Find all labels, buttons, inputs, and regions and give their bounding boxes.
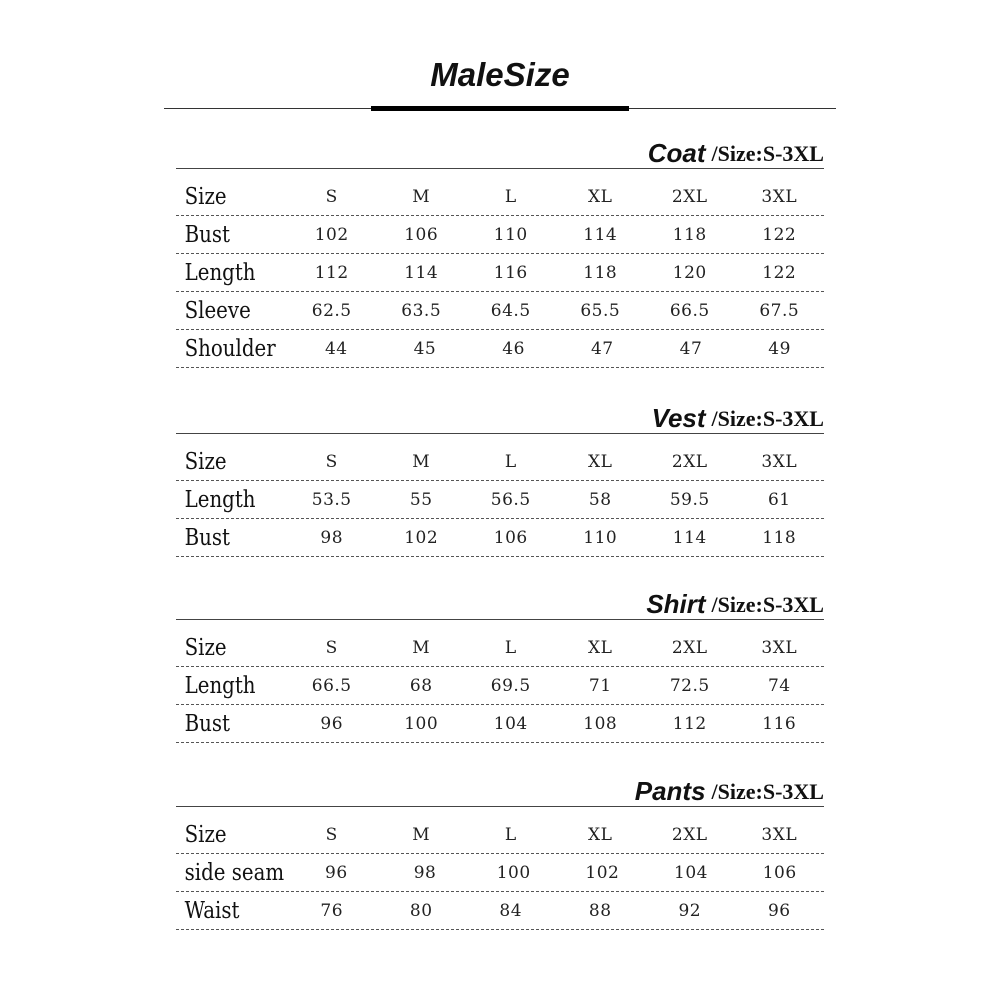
size-column-header: S (325, 451, 338, 472)
table-row (176, 705, 824, 743)
size-column-header: 3XL (761, 637, 798, 658)
table-cell: 122 (762, 224, 797, 245)
table-cell: 96 (325, 862, 348, 883)
table-cell: 61 (767, 489, 791, 510)
section-name: Vest (651, 403, 706, 433)
table-cell: 58 (588, 489, 612, 510)
table-row (176, 519, 824, 557)
table-cell: 74 (767, 675, 791, 696)
table-cell: 84 (499, 900, 523, 921)
table-cell: 118 (762, 527, 797, 548)
table-row (176, 254, 824, 292)
size-column-header: M (412, 186, 431, 207)
section-name: Shirt (646, 589, 706, 619)
row-label: Bust (184, 710, 230, 737)
table-cell: 110 (583, 527, 618, 548)
table-cell: 100 (496, 862, 531, 883)
table-cell: 106 (493, 527, 528, 548)
size-table (176, 816, 824, 930)
table-cell: 100 (404, 713, 439, 734)
row-label: Waist (184, 897, 240, 924)
size-column-header: L (504, 637, 517, 658)
table-cell: 72.5 (669, 675, 710, 696)
table-cell: 116 (762, 713, 797, 734)
section-heading (635, 770, 824, 804)
row-label: side seam (184, 859, 285, 886)
table-cell: 71 (588, 675, 612, 696)
size-table (176, 629, 824, 743)
size-column-header: XL (588, 451, 613, 472)
size-column-header: 2XL (671, 824, 708, 845)
size-column-header: M (412, 637, 431, 658)
table-header-row (176, 816, 824, 854)
table-cell: 122 (762, 262, 797, 283)
row-label: Length (184, 259, 256, 286)
table-cell: 106 (762, 862, 797, 883)
size-table (176, 443, 824, 557)
size-column-header: S (325, 186, 338, 207)
size-column-header: M (412, 451, 431, 472)
table-cell: 108 (583, 713, 618, 734)
table-cell: 118 (583, 262, 618, 283)
table-cell: 120 (672, 262, 707, 283)
table-cell: 68 (409, 675, 433, 696)
section-heading (646, 583, 824, 617)
section-name: Coat (647, 138, 706, 168)
row-label: Size (184, 634, 227, 661)
size-column-header: 2XL (671, 451, 708, 472)
table-cell: 66.5 (669, 300, 710, 321)
table-cell: 98 (320, 527, 344, 548)
heading-divider (176, 806, 824, 807)
size-column-header: L (504, 451, 517, 472)
size-column-header: M (412, 824, 431, 845)
table-cell: 65.5 (580, 300, 621, 321)
table-cell: 76 (320, 900, 344, 921)
table-cell: 62.5 (311, 300, 352, 321)
table-cell: 49 (768, 338, 791, 359)
size-column-header: L (504, 824, 517, 845)
table-cell: 116 (493, 262, 528, 283)
table-row (176, 667, 824, 705)
table-cell: 45 (413, 338, 437, 359)
title-accent-bar (371, 106, 629, 111)
table-header-row (176, 178, 824, 216)
table-cell: 114 (583, 224, 618, 245)
table-cell: 112 (314, 262, 349, 283)
table-cell: 63.5 (401, 300, 442, 321)
table-cell: 104 (674, 862, 708, 883)
size-column-header: 2XL (671, 186, 708, 207)
row-label: Bust (184, 221, 230, 248)
table-cell: 66.5 (311, 675, 352, 696)
table-cell: 102 (404, 527, 439, 548)
size-table (176, 178, 824, 368)
table-cell: 64.5 (490, 300, 531, 321)
row-label: Length (184, 672, 256, 699)
table-cell: 96 (767, 900, 791, 921)
table-cell: 46 (502, 338, 525, 359)
row-label: Sleeve (184, 297, 251, 324)
table-cell: 92 (678, 900, 702, 921)
row-label: Bust (184, 524, 230, 551)
table-cell: 114 (404, 262, 439, 283)
table-cell: 55 (409, 489, 433, 510)
table-row (176, 854, 824, 892)
table-cell: 88 (588, 900, 612, 921)
table-row (176, 330, 824, 368)
table-cell: 67.5 (759, 300, 800, 321)
size-column-header: S (325, 637, 338, 658)
size-range: /Size:S-3XL (711, 592, 824, 617)
row-label: Size (184, 183, 227, 210)
section-heading (652, 397, 824, 431)
row-label: Shoulder (184, 335, 276, 362)
page-title: MaleSize (430, 56, 570, 93)
size-column-header: L (504, 186, 517, 207)
heading-divider (176, 619, 824, 620)
table-cell: 102 (585, 862, 620, 883)
table-cell: 114 (672, 527, 707, 548)
table-row (176, 892, 824, 930)
table-cell: 53.5 (311, 489, 352, 510)
size-column-header: 3XL (761, 451, 798, 472)
size-range: /Size:S-3XL (711, 779, 824, 804)
size-column-header: 3XL (761, 824, 798, 845)
size-range: /Size:S-3XL (711, 406, 824, 431)
size-range: /Size:S-3XL (711, 141, 824, 166)
section-heading (648, 132, 824, 166)
table-cell: 112 (672, 713, 707, 734)
table-cell: 47 (679, 338, 703, 359)
row-label: Size (184, 448, 227, 475)
table-row (176, 292, 824, 330)
table-cell: 96 (320, 713, 344, 734)
row-label: Size (184, 821, 227, 848)
table-cell: 98 (413, 862, 437, 883)
table-cell: 80 (409, 900, 433, 921)
table-header-row (176, 443, 824, 481)
table-cell: 118 (672, 224, 707, 245)
table-cell: 106 (404, 224, 439, 245)
table-header-row (176, 629, 824, 667)
table-cell: 44 (324, 338, 348, 359)
size-column-header: 3XL (761, 186, 798, 207)
size-column-header: S (325, 824, 338, 845)
row-label: Length (184, 486, 256, 513)
table-cell: 110 (493, 224, 528, 245)
table-cell: 59.5 (669, 489, 710, 510)
heading-divider (176, 168, 824, 169)
table-cell: 47 (590, 338, 614, 359)
table-row (176, 481, 824, 519)
table-cell: 69.5 (490, 675, 531, 696)
heading-divider (176, 433, 824, 434)
size-column-header: 2XL (671, 637, 708, 658)
table-cell: 56.5 (490, 489, 531, 510)
size-column-header: XL (588, 186, 613, 207)
table-cell: 102 (314, 224, 349, 245)
section-name: Pants (634, 776, 706, 806)
table-cell: 104 (493, 713, 528, 734)
size-column-header: XL (588, 824, 613, 845)
table-row (176, 216, 824, 254)
size-column-header: XL (588, 637, 613, 658)
